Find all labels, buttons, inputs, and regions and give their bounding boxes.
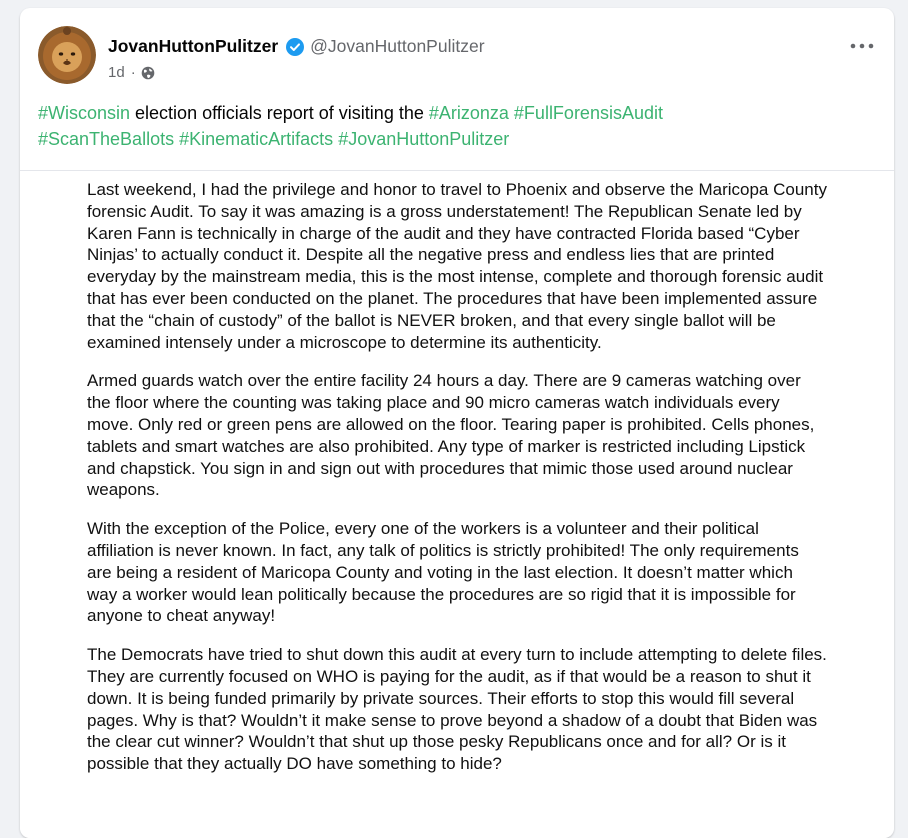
verified-badge-icon [286,38,304,56]
document-paragraph: The Democrats have tried to shut down this audit at every turn to include attempting to delete files. They are currently focused on WHO is paying for the audit, as if that would be a reason to shut it down. It is being funded primarily by private sources. Their efforts to stop this would fill several pages. Why is that? Wouldn’t it make sense to prove beyond a shadow of a doubt that Biden was the clear cut winner? Wouldn’t that shut up those pesky Republicans once and for all? Or is it possible that they actually DO have something to hide? [87,645,827,774]
post-header [20,8,894,98]
meta-separator: · [130,64,136,81]
author-line [108,36,485,57]
post-card [20,8,894,838]
lion-avatar-image [38,26,96,84]
post-meta [108,64,155,81]
hashtag-full-forensis-audit[interactable]: #FullForensisAudit [513,103,663,123]
author-name[interactable]: JovanHuttonPulitzer [108,36,279,56]
avatar[interactable] [38,26,96,84]
hashtag-scan-the-ballots[interactable]: #ScanTheBallots [38,129,175,149]
post-image[interactable] [20,170,894,838]
globe-icon[interactable] [141,66,155,80]
more-options-icon [850,43,874,49]
document-text [87,179,827,792]
post-timestamp[interactable]: 1d [108,64,125,81]
more-options-button[interactable] [844,34,880,58]
hashtag-arizonza[interactable]: #Arizonza [428,103,509,123]
post-caption [38,100,828,152]
hashtag-kinematic-artifacts[interactable]: #KinematicArtifacts [179,129,334,149]
hashtag-wisconsin[interactable]: #Wisconsin [38,103,131,123]
document-paragraph: With the exception of the Police, every one of the workers is a volunteer and their political affiliation is never known. In fact, any talk of politics is strictly prohibited! The only requirements are being a resident of Maricopa County and voting in the last election. It doesn’t matter which way a worker would lean politically because the procedures are so rigid that it is impossible for anyone to cheat anyway! [87,519,799,626]
document-paragraph: Last weekend, I had the privilege and honor to travel to Phoenix and observe the Maricopa County forensic Audit. To say it was amazing is a gross understatement! The Republican Senate led by Karen Fann is technically in charge of the audit and they have contracted Florida based “Cyber Ninjas’ to actually conduct it. Despite all the negative press and endless lies that are printed everyday by the mainstream media, this is the most intense, complete and thorough forensic audit that has ever been conducted on the planet. The procedures that have been implemented assure that the “chain of custody” of the ballot is NEVER broken, and that every single ballot will be examined intensely under a microscope to determine its authenticity. [87,180,827,352]
hashtag-jovan-hutton-pulitzer[interactable]: #JovanHuttonPulitzer [338,129,510,149]
document-paragraph: Armed guards watch over the entire facility 24 hours a day. There are 9 cameras watching over the floor where the counting was taking place and 90 micro cameras watch individuals every move. Only red or green pens are allowed on the floor. Tearing paper is prohibited. Cells phones, tablets and smart watches are also prohibited. Any type of marker is restricted including Lipstick and chapstick. You sign in and sign out with procedures that mimic those used around nuclear weapons. [87,371,815,500]
caption-text: election officials report of visiting the [130,103,429,123]
author-handle[interactable]: @JovanHuttonPulitzer [310,36,485,56]
